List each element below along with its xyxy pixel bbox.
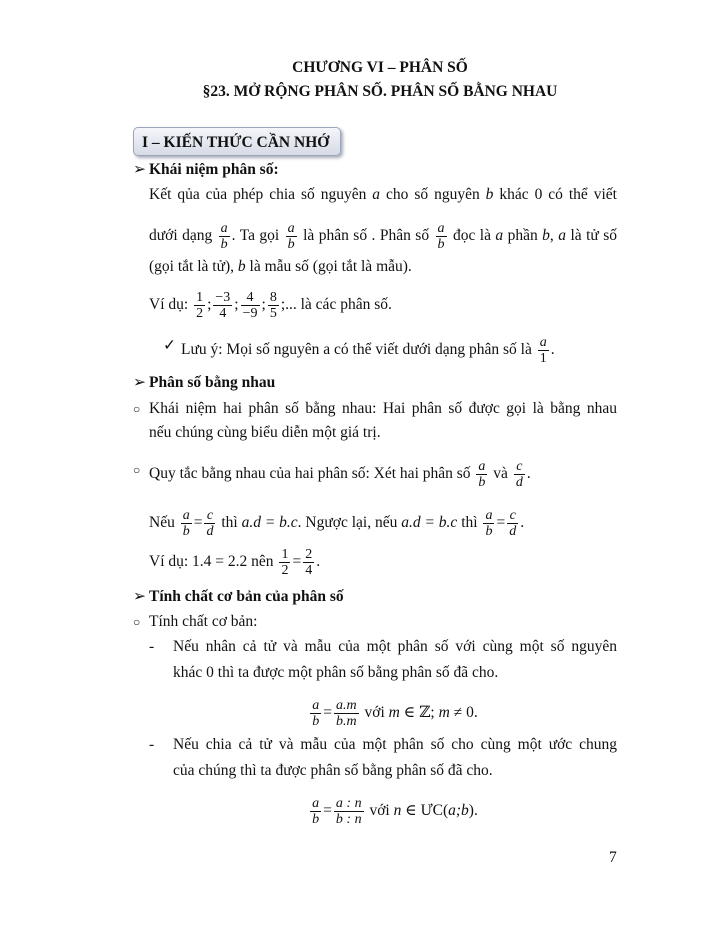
text-run: Tính chất cơ bản:	[149, 613, 258, 630]
text-run: ;	[234, 296, 239, 314]
fraction	[219, 221, 230, 252]
text-run: Nếu chia cả tử và mẫu của một phân số cho cùng một ước chung	[173, 736, 617, 753]
fraction	[476, 459, 487, 490]
fraction	[213, 290, 232, 321]
fraction	[310, 796, 321, 827]
line-h2	[149, 372, 275, 394]
fraction	[279, 547, 290, 578]
text-run: Nếu	[149, 514, 179, 532]
fraction-denominator: 2	[196, 306, 204, 321]
fraction	[334, 796, 364, 827]
text-run: ∈ ℤ;	[399, 704, 439, 722]
dash-bullet-icon: -	[149, 638, 155, 655]
text-run: và	[489, 465, 512, 483]
math-variable: a	[372, 186, 381, 203]
fraction-numerator: a	[312, 698, 320, 713]
text-run: ,	[549, 227, 559, 245]
fraction	[538, 335, 549, 366]
math-variable: n	[393, 802, 402, 820]
fraction-denominator: −9	[242, 306, 258, 321]
arrow-bullet-icon: ➢	[133, 588, 146, 605]
fraction-denominator: d	[515, 475, 523, 490]
text-run: . Ta gọi	[231, 227, 284, 245]
text-run: khác 0 có thể viết	[493, 186, 617, 203]
fraction-denominator: b : n	[335, 812, 362, 827]
text-run: ∈ ƯC(	[401, 802, 449, 820]
arrow-bullet-icon: ➢	[133, 161, 146, 178]
fraction-numerator: 4	[241, 290, 260, 306]
line-p12	[173, 636, 617, 658]
text-run: (gọi tắt là tử),	[149, 258, 238, 275]
line-p3	[149, 256, 412, 278]
check-bullet-icon: ✓	[163, 337, 176, 354]
math-variable: m	[438, 704, 450, 722]
math-variable: a	[558, 227, 566, 245]
fraction-denominator: b	[478, 475, 486, 490]
fraction-numerator: 8	[269, 290, 277, 305]
text-run: thì	[217, 514, 242, 532]
text-run: là phân số . Phân số	[298, 227, 434, 245]
text-run: Lưu ý: Mọi số nguyên a có thể viết dưới dạng phân số là	[181, 341, 536, 359]
line-p13	[173, 662, 498, 684]
line-h3	[149, 586, 344, 608]
fraction-denominator: b	[312, 812, 320, 827]
text-run: .	[316, 553, 321, 571]
fraction	[334, 698, 359, 729]
text-run: Ví dụ:	[149, 296, 193, 314]
math-variable: a.d = b.c	[241, 514, 298, 532]
math-variable: m	[388, 704, 400, 722]
math-variable: b	[542, 227, 550, 245]
bullet-heading: Phân số bằng nhau	[149, 374, 276, 391]
fraction-denominator: 4	[219, 306, 227, 321]
fraction	[303, 547, 314, 578]
fraction-denominator: b	[287, 237, 295, 252]
text-run: cho số nguyên	[380, 186, 486, 203]
fraction-numerator: a.m	[336, 698, 357, 713]
fraction-denominator: d	[509, 524, 517, 539]
text-run: khác 0 thì ta được một phân số bằng phân số đã cho.	[173, 664, 499, 681]
fraction-numerator: a	[220, 221, 228, 236]
text-run: =	[193, 514, 203, 532]
line-p7	[149, 422, 381, 444]
text-run: của chúng thì ta được phân số bằng phân số đã cho.	[173, 762, 493, 779]
page-number: 7	[609, 849, 617, 866]
line-p14	[0, 698, 722, 729]
fraction-numerator: a	[478, 459, 486, 474]
text-run: dưới dạng	[149, 227, 217, 245]
fraction	[483, 508, 494, 539]
fraction-numerator: 1	[196, 290, 204, 305]
text-run: Quy tắc bằng nhau của hai phân số: Xét hai phân số	[149, 465, 475, 483]
math-variable: b	[485, 186, 494, 203]
text-run: . Ngược lại, nếu	[297, 514, 402, 532]
chapter-title: CHƯƠNG VI – PHÂN SỐ	[292, 59, 468, 76]
fraction-numerator: a	[287, 221, 295, 236]
text-run: ;... là các phân số.	[280, 296, 392, 314]
fraction	[181, 508, 192, 539]
line-p1	[149, 184, 617, 206]
fraction-numerator: c	[204, 508, 215, 524]
text-run: là tử số	[566, 227, 617, 245]
text-run: phần	[503, 227, 543, 245]
fraction-numerator: a	[485, 508, 493, 523]
fraction-denominator: 1	[539, 351, 547, 366]
line-p8	[149, 459, 531, 490]
fraction-denominator: 5	[269, 306, 277, 321]
fraction	[514, 459, 525, 490]
text-run: =	[323, 704, 333, 722]
text-run: .	[526, 465, 531, 483]
text-run: Ví dụ: 1.4 = 2.2 nên	[149, 553, 278, 571]
fraction-denominator: b	[182, 524, 190, 539]
fraction-denominator: d	[206, 524, 214, 539]
math-variable: b	[237, 258, 246, 275]
fraction-numerator: 2	[305, 547, 313, 562]
fraction-denominator: b.m	[336, 714, 357, 729]
fraction-numerator: c	[507, 508, 518, 524]
text-run: với	[365, 802, 394, 820]
fraction	[507, 508, 518, 539]
lesson-title: §23. MỞ RỘNG PHÂN SỐ. PHÂN SỐ BẰNG NHAU	[202, 83, 558, 100]
text-run: Khái niệm hai phân số bằng nhau: Hai phân số được gọi là bằng nhau	[149, 400, 617, 417]
fraction-denominator: 2	[281, 563, 289, 578]
text-run: Kết qủa của phép chia số nguyên	[149, 186, 373, 203]
fraction-numerator: a	[437, 221, 445, 236]
text-run: .	[550, 341, 555, 359]
fraction-numerator: a	[182, 508, 190, 523]
fraction	[268, 290, 279, 321]
fraction-denominator: b	[485, 524, 493, 539]
text-run: ).	[468, 802, 478, 820]
circle-bullet-icon: ○	[133, 402, 141, 416]
fraction	[241, 290, 260, 321]
math-variable: a;b	[448, 802, 469, 820]
fraction-denominator: b	[220, 237, 228, 252]
fraction-numerator: 1	[281, 547, 289, 562]
text-run: thì	[457, 514, 482, 532]
fraction-numerator: a	[312, 796, 320, 811]
fraction-numerator: c	[514, 459, 525, 475]
line-p5	[181, 335, 555, 366]
fraction-denominator: b	[437, 237, 445, 252]
bullet-heading: Tính chất cơ bản của phân số	[149, 588, 344, 605]
text-run: nếu chúng cùng biểu diễn một giá trị.	[149, 424, 381, 441]
text-run: ≠ 0.	[449, 704, 478, 722]
line-p9	[149, 508, 524, 539]
fraction-denominator: b	[312, 714, 320, 729]
text-run: ;	[207, 296, 212, 314]
line-p16	[173, 760, 493, 782]
fraction	[204, 508, 215, 539]
text-run: Nếu nhân cả tử và mẫu của một phân số với cùng một số nguyên	[173, 638, 617, 655]
line-p17	[0, 796, 722, 827]
fraction	[286, 221, 297, 252]
arrow-bullet-icon: ➢	[133, 374, 146, 391]
line-p11	[149, 611, 257, 633]
fraction-numerator: −3	[215, 290, 231, 305]
text-run: .	[520, 514, 525, 532]
line-p6	[149, 398, 617, 420]
circle-bullet-icon: ○	[133, 463, 141, 477]
fraction	[436, 221, 447, 252]
text-run: ;	[261, 296, 266, 314]
line-h1	[149, 159, 279, 181]
section-heading-box: I – KIẾN THỨC CẦN NHỚ	[133, 127, 341, 156]
bullet-heading: Khái niệm phân số:	[149, 161, 279, 178]
line-p15	[173, 734, 617, 756]
text-run: =	[292, 553, 302, 571]
fraction	[310, 698, 321, 729]
line-p2	[149, 221, 617, 252]
line-p10	[149, 547, 320, 578]
text-run: =	[496, 514, 506, 532]
fraction-numerator: a : n	[335, 796, 362, 811]
circle-bullet-icon: ○	[133, 615, 141, 629]
dash-bullet-icon: -	[149, 736, 155, 753]
line-p4	[149, 290, 392, 321]
fraction-denominator: 4	[305, 563, 313, 578]
math-variable: a.d = b.c	[401, 514, 458, 532]
text-run: đọc là	[448, 227, 496, 245]
math-variable: a	[495, 227, 504, 245]
fraction	[194, 290, 205, 321]
fraction-numerator: a	[539, 335, 547, 350]
text-run: là mẫu số (gọi tắt là mẫu).	[245, 258, 412, 275]
text-run: với	[360, 704, 389, 722]
text-run: =	[323, 802, 332, 820]
